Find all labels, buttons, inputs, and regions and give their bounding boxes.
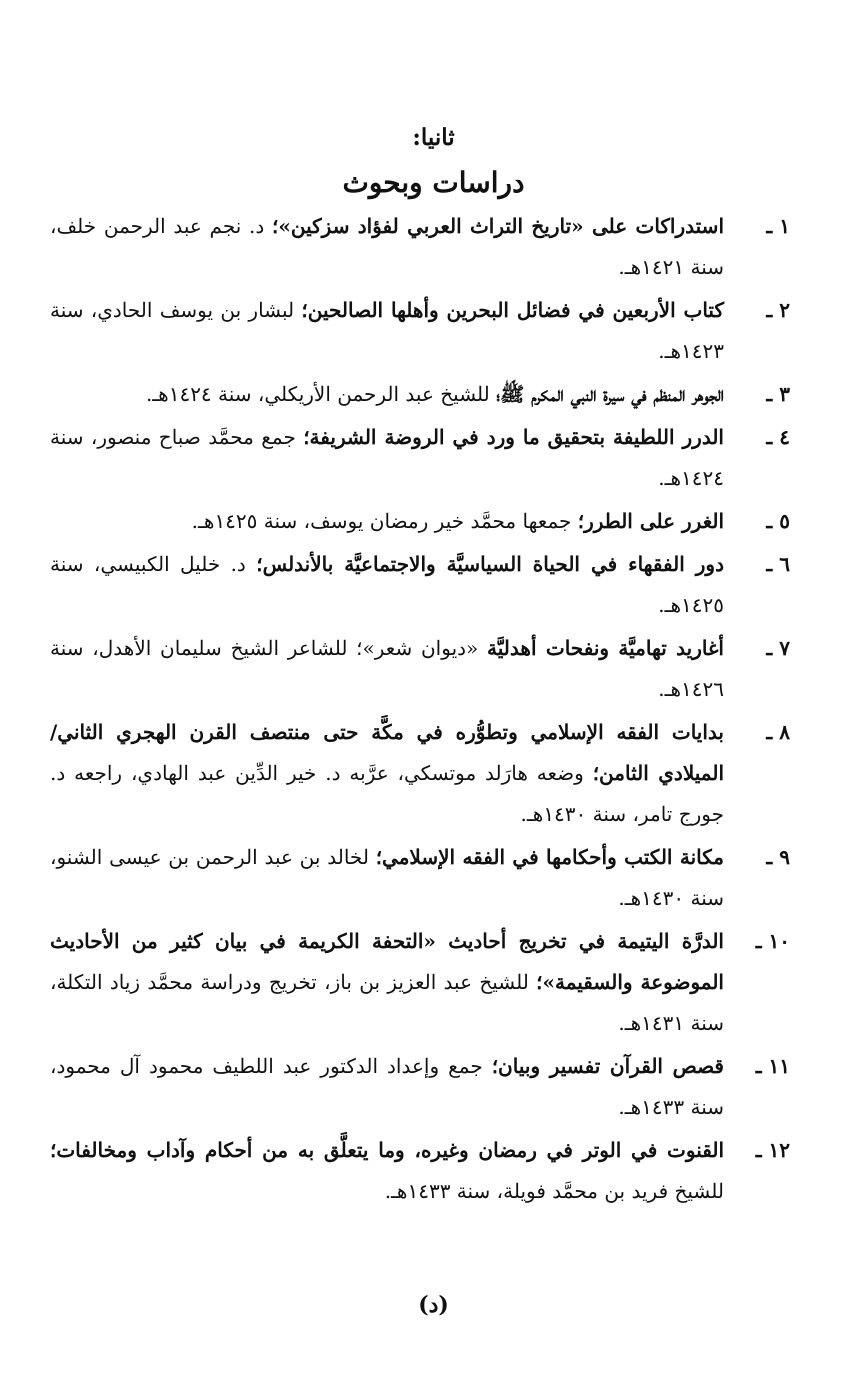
item-number: ١١ ـ — [755, 1054, 790, 1078]
item-title: أغاريد تهاميَّة ونفحات أهدليَّة — [487, 636, 724, 660]
item-title: الدرر اللطيفة بتحقيق ما ورد في الروضة الشريفة؛ — [303, 425, 724, 449]
page-number: (د) — [418, 1292, 449, 1318]
list-item — [50, 417, 790, 499]
publication-list — [50, 206, 790, 1214]
list-item — [50, 374, 790, 415]
item-details: لخالد بن عبد الرحمن بن عيسى الشنو، سنة ١٤٣٠هـ. — [50, 845, 724, 910]
item-details: للشيخ عبد الرحمن الأريكلي، سنة ١٤٢٤هـ. — [145, 382, 497, 406]
list-item — [50, 921, 790, 1044]
item-number: ١٢ ـ — [755, 1138, 790, 1162]
item-number: ٤ ـ — [766, 425, 790, 449]
item-details: «ديوان شعر»؛ للشاعر الشيخ سليمان الأهدل، سنة ١٤٢٦هـ. — [50, 636, 724, 701]
list-item — [50, 544, 790, 626]
item-title: دور الفقهاء في الحياة السياسيَّة والاجتماعيَّة بالأندلس؛ — [256, 552, 724, 576]
item-details: جمع محمَّد صباح منصور، سنة ١٤٢٤هـ. — [50, 425, 724, 490]
item-number: ٣ ـ — [766, 382, 790, 406]
item-number: ٩ ـ — [766, 845, 790, 869]
item-title: قصص القرآن تفسير وبيان؛ — [491, 1054, 724, 1078]
item-title: مكانة الكتب وأحكامها في الفقه الإسلامي؛ — [375, 845, 724, 869]
item-number: ٨ ـ — [766, 720, 790, 744]
section-kicker: ثانيا: — [412, 124, 455, 151]
item-number: ٦ ـ — [766, 552, 790, 576]
section-title: دراسات وبحوث — [342, 166, 525, 199]
item-number: ٢ ـ — [766, 298, 790, 322]
item-details: للشيخ عبد العزيز بن باز، تخريج ودراسة محمَّد زياد التكلة، سنة ١٤٣١هـ. — [50, 970, 724, 1035]
item-title: القنوت في الوتر في رمضان وغيره، وما يتعلَّق به من أحكام وآداب ومخالفات؛ — [50, 1138, 724, 1162]
item-title: الدرَّة اليتيمة في تخريج أحاديث «التحفة الكريمة في بيان كثير من الأحاديث الموضوعة والسقيمة»؛ — [50, 929, 724, 994]
list-item — [50, 290, 790, 372]
item-title: الغرر على الطرر؛ — [577, 509, 724, 533]
list-item — [50, 1046, 790, 1128]
list-item — [50, 206, 790, 288]
list-item — [50, 837, 790, 919]
list-item — [50, 1130, 790, 1212]
item-details: د. خليل الكبيسي، سنة ١٤٢٥هـ. — [50, 552, 724, 617]
item-details: وضعه هارَلد موتسكي، عرَّبه د. خير الدِّين عبد الهادي، راجعه د. جورج تامر، سنة ١٤٣٠هـ. — [50, 761, 724, 826]
item-details: جمعها محمَّد خير رمضان يوسف، سنة ١٤٢٥هـ. — [191, 509, 578, 533]
list-item — [50, 628, 790, 710]
item-title: بدايات الفقه الإسلامي وتطوُّره في مكَّة حتى منتصف القرن الهجري الثاني/ الميلادي الثامن؛ — [50, 720, 724, 785]
list-item — [50, 501, 790, 542]
item-details: للشيخ فريد بن محمَّد فويلة، سنة ١٤٣٣هـ. — [384, 1179, 724, 1203]
item-title: استدراكات على «تاريخ التراث العربي لفؤاد سزكين»؛ — [272, 214, 724, 238]
item-number: ١٠ ـ — [755, 929, 790, 953]
item-details: جمع وإعداد الدكتور عبد اللطيف محمود آل محمود، سنة ١٤٣٣هـ. — [50, 1054, 724, 1119]
item-number: ٧ ـ — [766, 636, 790, 660]
item-number: ١ ـ — [766, 214, 790, 238]
item-details: د. نجم عبد الرحمن خلف، سنة ١٤٢١هـ. — [50, 214, 724, 279]
item-title: الجوهر المنظم في سيرة النبي المكرم ﷺ؛ — [496, 382, 724, 406]
list-item — [50, 712, 790, 835]
item-details: لبشار بن يوسف الحادي، سنة ١٤٢٣هـ. — [50, 298, 724, 363]
item-title: كتاب الأربعين في فضائل البحرين وأهلها الصالحين؛ — [301, 298, 724, 322]
item-number: ٥ ـ — [766, 509, 790, 533]
